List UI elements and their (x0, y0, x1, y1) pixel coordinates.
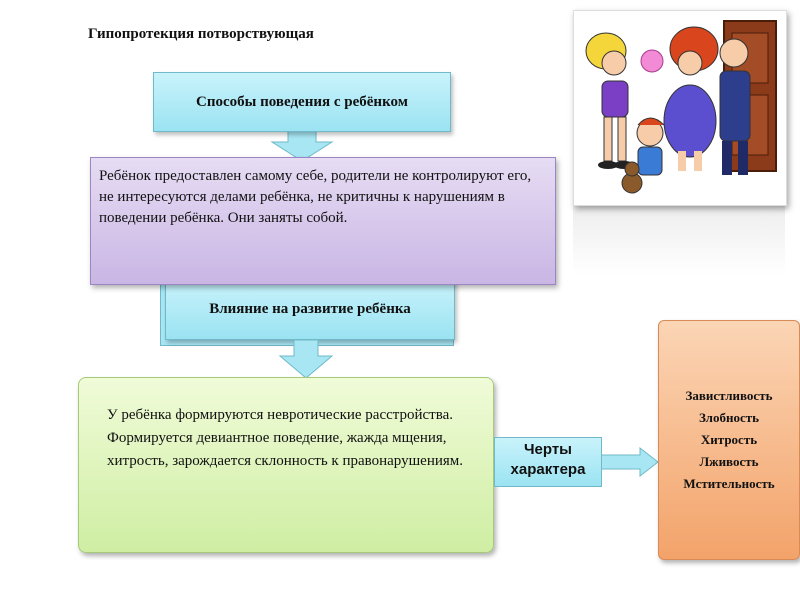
slide-title: Гипопротекция потворствующая (88, 26, 314, 42)
trait-item: Хитрость (700, 432, 758, 447)
result-box: У ребёнка формируются невротические расстройства. Формируется девиантное поведение, жажда мщения, хитрость, зарождается склонность к правонарушениям. (78, 377, 494, 553)
ways-box: Способы поведения с ребёнком (153, 72, 451, 132)
family-cartoon-icon (574, 11, 786, 205)
influence-box: Влияние на развитие ребёнка (165, 278, 455, 340)
family-cartoon-illustration (573, 10, 787, 206)
trait-item: Мстительность (683, 476, 775, 491)
down-arrow-2-icon (278, 340, 338, 380)
description-box: Ребёнок предоставлен самому себе, родители не контролируют его, не интересуются делами ребёнка, не критичны к нарушениям в поведении ребёнка. Они заняты собой. (90, 157, 556, 285)
trait-item: Лживость (699, 454, 759, 469)
trait-item: Завистливость (685, 388, 773, 403)
traits-label-box: Черты характера (494, 437, 602, 487)
right-arrow-icon (598, 447, 660, 479)
trait-item: Злобность (698, 410, 759, 425)
traits-list-box (658, 320, 800, 560)
picture-reflection (573, 206, 785, 276)
